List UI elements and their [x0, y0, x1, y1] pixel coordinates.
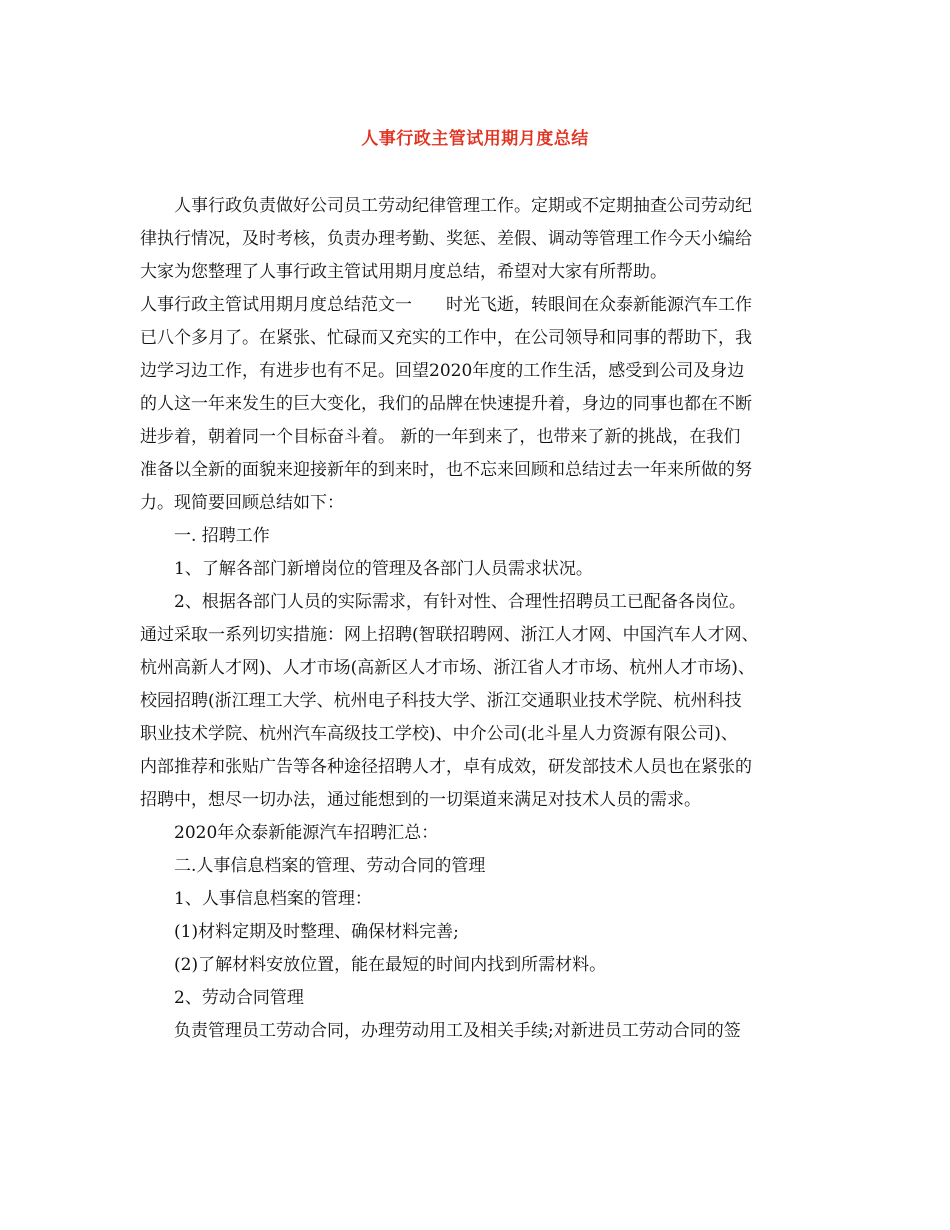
paragraph-line: 2020年众泰新能源汽车招聘汇总： — [174, 823, 439, 843]
section-heading: 人事行政主管试用期月度总结范文一 — [140, 295, 412, 315]
section-heading: 一. 招聘工作 — [174, 526, 270, 546]
list-item: 2、劳动合同管理 — [174, 988, 304, 1008]
list-item: 2、根据各部门人员的实际需求，有针对性、合理性招聘员工已配备各岗位。 — [174, 592, 746, 612]
list-item: (2)了解材料安放位置，能在最短的时间内找到所需材料。 — [174, 955, 607, 975]
document-title: 人事行政主管试用期月度总结 — [361, 129, 589, 149]
paragraph-line: 内部推荐和张贴广告等各种途径招聘人才，卓有成效，研发部技术人员也在紧张的 — [140, 757, 752, 777]
paragraph-line — [140, 289, 820, 322]
paragraph-line: 人事行政负责做好公司员工劳动纪律管理工作。定期或不定期抽查公司劳动纪 — [174, 196, 752, 216]
paragraph-line: 校园招聘(浙江理工大学、杭州电子科技大学、浙江交通职业技术学院、杭州科技 — [140, 691, 742, 711]
paragraph-line: 进步着，朝着同一个目标奋斗着。 新的一年到来了，也带来了新的挑战，在我们 — [140, 427, 741, 447]
paragraph-line: 大家为您整理了人事行政主管试用期月度总结，希望对大家有所帮助。 — [140, 262, 667, 282]
list-item: 1、了解各部门新增岗位的管理及各部门人员需求状况。 — [174, 559, 593, 579]
paragraph-line: 负责管理员工劳动合同，办理劳动用工及相关手续;对新进员工劳动合同的签 — [174, 1021, 741, 1041]
paragraph-line: 边学习边工作，有进步也有不足。回望2020年度的工作生活，感受到公司及身边 — [140, 361, 745, 381]
paragraph-line: 招聘中，想尽一切办法，通过能想到的一切渠道来满足对技术人员的需求。 — [140, 790, 701, 810]
paragraph-line: 通过采取一系列切实措施：网上招聘(智联招聘网、浙江人才网、中国汽车人才网、 — [140, 625, 759, 645]
paragraph-line: 律执行情况，及时考核，负责办理考勤、奖惩、差假、调动等管理工作今天小编给 — [140, 229, 752, 249]
paragraph-line: 已八个多月了。在紧张、忙碌而又充实的工作中，在公司领导和同事的帮助下，我 — [140, 328, 752, 348]
list-item: 1、人事信息档案的管理： — [174, 889, 372, 909]
paragraph-line: 力。现简要回顾总结如下： — [140, 493, 344, 513]
paragraph-line: 的人这一年来发生的巨大变化，我们的品牌在快速提升着，身边的同事也都在不断 — [140, 394, 752, 414]
paragraph-line: 杭州高新人才网)、人才市场(高新区人才市场、浙江省人才市场、杭州人才市场)、 — [140, 658, 755, 678]
section-heading: 二.人事信息档案的管理、劳动合同的管理 — [174, 856, 486, 876]
document-body — [140, 190, 820, 1048]
list-item: (1)材料定期及时整理、确保材料完善; — [174, 922, 459, 942]
paragraph-text: 时光飞逝，转眼间在众泰新能源汽车工作 — [446, 295, 752, 315]
paragraph-line: 准备以全新的面貌来迎接新年的到来时，也不忘来回顾和总结过去一年来所做的努 — [140, 460, 752, 480]
paragraph-line: 职业技术学院、杭州汽车高级技工学校)、中介公司(北斗星人力资源有限公司)、 — [140, 724, 738, 744]
